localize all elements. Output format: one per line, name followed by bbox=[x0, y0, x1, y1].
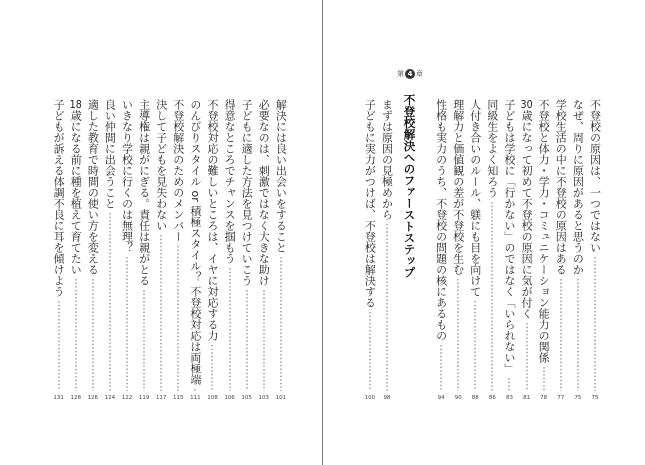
left-page bbox=[0, 0, 322, 465]
toc-entry-title: 必要なのは、刺激ではなく大きな助け bbox=[257, 99, 271, 286]
toc-entry-page: 119 bbox=[138, 395, 150, 401]
dot-leader bbox=[211, 344, 213, 391]
toc-entry-page: 98 bbox=[383, 395, 391, 401]
toc-entry-page: 75 bbox=[591, 395, 599, 401]
dot-leader bbox=[526, 322, 528, 391]
toc-entry-title: 決して子どもを見失わない bbox=[154, 99, 168, 231]
dot-leader bbox=[560, 278, 562, 391]
toc-entry bbox=[67, 99, 84, 402]
toc-entry bbox=[187, 99, 204, 402]
toc-entry bbox=[552, 99, 569, 402]
dot-leader bbox=[508, 377, 510, 391]
toc-entry-title: 子どもは学校に「行かない」のではなく「いられない」 bbox=[502, 99, 516, 374]
toc-entry-page: 100 bbox=[364, 395, 376, 401]
toc-entry bbox=[518, 99, 535, 402]
dot-leader bbox=[177, 245, 179, 391]
toc-entry-title: まずは原因の見極めから bbox=[380, 99, 394, 220]
toc-entry-page: 77 bbox=[557, 395, 565, 401]
toc-entry bbox=[136, 99, 153, 402]
dot-leader bbox=[543, 366, 545, 391]
toc-entry-title: 18歳になる前に種を植えて育てたい bbox=[69, 99, 83, 275]
toc-entry-page: 128 bbox=[70, 395, 81, 401]
toc-entry-page: 101 bbox=[275, 395, 287, 401]
toc-entry-title: 主導権は親がにぎる。責任は親がとる bbox=[137, 99, 151, 286]
toc-entry-page: 83 bbox=[505, 395, 513, 401]
toc-entry-title: 性格も実力のうち、不登校の問題の核にあるもの bbox=[434, 99, 448, 341]
toc-entry-page: 90 bbox=[454, 395, 462, 401]
dot-leader bbox=[58, 300, 60, 391]
toc-entry-page: 115 bbox=[173, 395, 184, 401]
toc-entry bbox=[272, 99, 289, 402]
toc-entry-page: 117 bbox=[155, 395, 167, 401]
toc-entry bbox=[433, 99, 450, 402]
toc-entry-title: 同級生をよく知ろう bbox=[485, 99, 499, 198]
toc-entry bbox=[378, 99, 395, 402]
dot-leader bbox=[109, 212, 111, 391]
toc-entry bbox=[501, 99, 518, 402]
toc-entry bbox=[50, 99, 67, 402]
toc-entry-title: 子どもが訴える体調不良に耳を傾けよう bbox=[52, 99, 66, 297]
chapter-number-circle: 4 bbox=[405, 69, 415, 79]
toc-entry-page: 105 bbox=[241, 395, 252, 401]
toc-entry bbox=[467, 99, 484, 402]
dot-leader bbox=[92, 278, 94, 391]
dot-leader bbox=[369, 311, 371, 391]
toc-entry-title: いきなり学校に行くのは無理？ bbox=[120, 99, 134, 253]
toc-entry-title: のんびりスタイル or 積極スタイル？ 不登校対応は両極端 bbox=[188, 99, 202, 385]
toc-list-right bbox=[433, 99, 604, 402]
toc-entry bbox=[153, 99, 170, 402]
toc-entry-page: 75 bbox=[574, 395, 582, 401]
toc-entry-title: 不登校の原因は、一つではない bbox=[588, 99, 602, 253]
toc-entry-page: 78 bbox=[540, 395, 548, 401]
toc-entry-page: 81 bbox=[523, 395, 531, 401]
dot-leader bbox=[474, 300, 476, 391]
toc-entry-title: 子どもに実力がつけば、不登校は解決する bbox=[363, 99, 377, 308]
toc-entry-page: 111 bbox=[190, 395, 201, 401]
dot-leader bbox=[386, 223, 388, 391]
dot-leader bbox=[160, 234, 162, 391]
toc-entry bbox=[361, 99, 378, 402]
toc-entry-title: 人付き合いのルール、躾にも目を向けて bbox=[468, 99, 482, 297]
dot-leader bbox=[143, 289, 145, 391]
upright-digits: 18 bbox=[69, 99, 82, 110]
toc-entry-title: 不登校と体力・学力・コミュニケーション能力の関係 bbox=[537, 99, 551, 363]
toc-entry bbox=[569, 99, 586, 402]
toc-entry-title: 30歳になって初めて不登校の原因に気が付く bbox=[520, 99, 534, 319]
toc-entry-page: 122 bbox=[121, 395, 133, 401]
chapter-prefix: 第 bbox=[397, 70, 404, 78]
dot-leader bbox=[491, 201, 493, 391]
dot-leader bbox=[457, 278, 459, 391]
toc-entry bbox=[101, 99, 118, 402]
right-page bbox=[323, 0, 645, 465]
toc-entry-title: 解決には良い出会いをすること bbox=[274, 99, 288, 253]
dot-leader bbox=[194, 388, 196, 391]
toc-entry bbox=[535, 99, 552, 402]
chapter-section-list bbox=[361, 99, 395, 402]
chapter-suffix: 章 bbox=[416, 70, 423, 78]
toc-entry-title: 不登校対応の難しいところは、イヤに対応する力 bbox=[205, 99, 219, 341]
toc-list-left bbox=[50, 99, 289, 402]
dot-leader bbox=[75, 278, 77, 391]
dot-leader bbox=[440, 344, 442, 391]
toc-entry-title: 得意なところでチャンスを掴もう bbox=[223, 99, 237, 264]
toc-entry-page: 103 bbox=[258, 395, 269, 401]
toc-entry-page: 108 bbox=[207, 395, 218, 401]
dot-leader bbox=[577, 278, 579, 391]
dot-leader bbox=[594, 256, 596, 391]
toc-entry bbox=[204, 99, 221, 402]
toc-entry bbox=[255, 99, 272, 402]
upright-digits: 30 bbox=[520, 99, 533, 110]
dot-leader bbox=[126, 256, 128, 391]
toc-entry bbox=[484, 99, 501, 402]
toc-entry-title: 適した教育で時間の使い方を変える bbox=[86, 99, 100, 275]
toc-entry bbox=[238, 99, 255, 402]
toc-entry-page: 106 bbox=[224, 395, 235, 401]
toc-entry-title: 子どもに適した方法を見つけていこう bbox=[240, 99, 254, 286]
toc-entry-title: 学校生活の中に不登校の原因はある bbox=[554, 99, 568, 275]
toc-entry bbox=[118, 99, 135, 402]
toc-entry-title: 不登校解決のためのメンバー bbox=[171, 99, 185, 242]
toc-entry-page: 126 bbox=[87, 395, 99, 401]
dot-leader bbox=[263, 289, 265, 391]
dot-leader bbox=[280, 256, 282, 391]
dot-leader bbox=[246, 289, 248, 391]
toc-entry bbox=[586, 99, 603, 402]
chapter-title: 不登校解決へのファーストステップ bbox=[402, 94, 417, 278]
toc-entry-title: 良い仲間に出会うこと bbox=[103, 99, 117, 209]
toc-entry-page: 94 bbox=[437, 395, 445, 401]
chapter-number-badge bbox=[397, 69, 423, 79]
toc-entry-page: 88 bbox=[471, 395, 479, 401]
toc-entry-title: 理解力と価値観の差が不登校を生む bbox=[451, 99, 465, 275]
toc-entry-page: 131 bbox=[53, 395, 64, 401]
toc-entry bbox=[450, 99, 467, 402]
toc-entry-title: なぜ、周りに原因があると思うのか bbox=[571, 99, 585, 275]
toc-entry bbox=[170, 99, 187, 402]
toc-entry-page: 124 bbox=[104, 395, 116, 401]
toc-entry bbox=[84, 99, 101, 402]
dot-leader bbox=[229, 267, 231, 391]
toc-entry bbox=[221, 99, 238, 402]
toc-entry-page: 86 bbox=[488, 395, 496, 401]
